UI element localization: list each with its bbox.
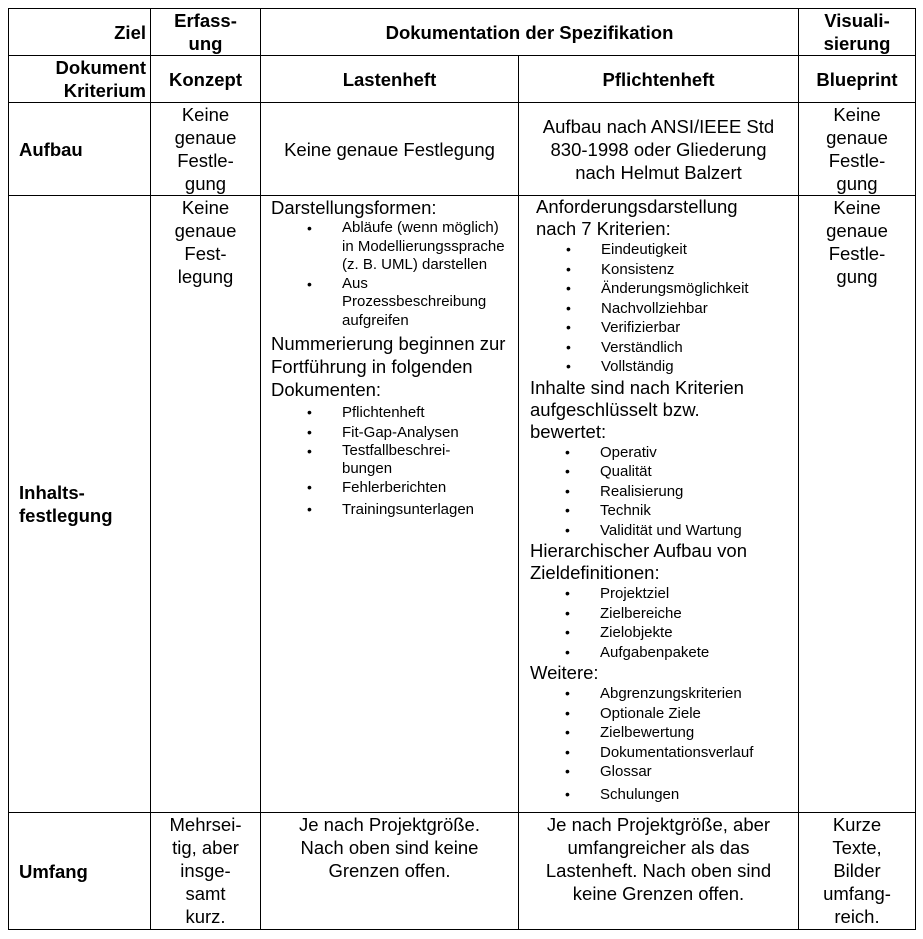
list-item: • Testfallbeschrei- bungen [271, 442, 514, 478]
list-item: • Zielbereiche [530, 604, 794, 624]
umfang-pflichtenheft: Je nach Projektgröße, aber umfangreicher als das Lastenheft. Nach oben sind keine Grenzen offen. [519, 813, 799, 930]
aufbau-konzept: Keine genaue Festle- gung [151, 103, 261, 196]
aufbau-lastenheft: Keine genaue Festlegung [261, 103, 519, 196]
list-item: • Aufgabenpakete [530, 643, 794, 663]
pflichtenheft-list-kriterien [530, 240, 794, 377]
list-item: • Schulungen [530, 785, 794, 805]
inhalt-blueprint: Keine genaue Festle- gung [799, 196, 916, 813]
list-item: • Nachvollziehbar [530, 299, 794, 319]
list-item: • Projektziel [530, 584, 794, 604]
list-item: • Konsistenz [530, 260, 794, 280]
list-item: • Abgrenzungskriterien [530, 684, 794, 704]
aufbau-pflichtenheft: Aufbau nach ANSI/IEEE Std 830-1998 oder Gliederung nach Helmut Balzert [519, 103, 799, 196]
header-visualisierung: Visuali- sierung [799, 9, 916, 56]
list-item: • Änderungsmöglichkeit [530, 279, 794, 299]
list-item: • Vollständig [530, 357, 794, 377]
list-item: • Dokumentationsverlauf [530, 743, 794, 763]
pflichtenheft-heading-anforderung: Anforderungsdarstellung nach 7 Kriterien: [536, 196, 738, 239]
inhalt-lastenheft [261, 196, 519, 813]
header-pflichtenheft: Pflichtenheft [519, 56, 799, 103]
list-item: • Pflichtenheft [271, 403, 514, 423]
row-aufbau [9, 103, 916, 196]
pflichtenheft-list-bewertung [530, 443, 794, 541]
label-aufbau: Aufbau [9, 103, 151, 196]
row-umfang [9, 813, 916, 930]
list-item: • Fit-Gap-Analysen [271, 423, 514, 443]
list-item: • Qualität [530, 462, 794, 482]
inhalt-pflichtenheft [519, 196, 799, 813]
header-blueprint: Blueprint [799, 56, 916, 103]
header-row-goal [9, 9, 916, 56]
list-item: • Operativ [530, 443, 794, 463]
row-inhaltsfestlegung [9, 196, 916, 813]
header-ziel: Ziel [9, 9, 151, 56]
header-lastenheft: Lastenheft [261, 56, 519, 103]
umfang-lastenheft: Je nach Projektgröße. Nach oben sind keine Grenzen offen. [261, 813, 519, 930]
list-item: • Aus Prozessbeschreibung aufgreifen [271, 275, 514, 331]
label-umfang: Umfang [9, 813, 151, 930]
header-dokumentation: Dokumentation der Spezifikation [261, 9, 799, 56]
list-item: • Fehlerberichten [271, 478, 514, 498]
list-item: • Abläufe (wenn möglich) in Modellierungssprache (z. B. UML) darstellen [271, 219, 514, 275]
list-item: • Technik [530, 501, 794, 521]
specification-table [8, 8, 916, 930]
umfang-konzept: Mehrsei- tig, aber insge- samt kurz. [151, 813, 261, 930]
list-item: • Validität und Wartung [530, 521, 794, 541]
lastenheft-heading-darstellung: Darstellungsformen: [271, 197, 437, 218]
pflichtenheft-list-ziele [530, 584, 794, 662]
header-row-document [9, 56, 916, 103]
pflichtenheft-heading-hierarchie: Hierarchischer Aufbau von Zieldefinitionen: [530, 540, 747, 583]
umfang-blueprint: Kurze Texte, Bilder umfang- reich. [799, 813, 916, 930]
lastenheft-list-nummerierung [271, 403, 514, 519]
pflichtenheft-heading-weitere: Weitere: [530, 662, 599, 683]
lastenheft-heading-nummerierung: Nummerierung beginnen zur Fortführung in folgenden Dokumenten: [271, 333, 506, 400]
header-erfassung: Erfass- ung [151, 9, 261, 56]
pflichtenheft-heading-inhalte: Inhalte sind nach Kriterien aufgeschlüsselt bzw. bewertet: [530, 376, 744, 442]
list-item: • Zielbewertung [530, 723, 794, 743]
lastenheft-list-darstellung [271, 219, 514, 330]
list-item: • Realisierung [530, 482, 794, 502]
header-konzept: Konzept [151, 56, 261, 103]
list-item: • Glossar [530, 762, 794, 782]
list-item: • Optionale Ziele [530, 704, 794, 724]
list-item: • Verifizierbar [530, 318, 794, 338]
pflichtenheft-list-weitere [530, 684, 794, 804]
list-item: • Zielobjekte [530, 623, 794, 643]
list-item: • Verständlich [530, 338, 794, 358]
list-item: • Trainingsunterlagen [271, 500, 514, 520]
header-dokument-kriterium: Dokument Kriterium [9, 56, 151, 103]
inhalt-konzept: Keine genaue Fest- legung [151, 196, 261, 813]
label-inhaltsfestlegung: Inhalts- festlegung [9, 196, 151, 813]
aufbau-blueprint: Keine genaue Festle- gung [799, 103, 916, 196]
list-item: • Eindeutigkeit [530, 240, 794, 260]
